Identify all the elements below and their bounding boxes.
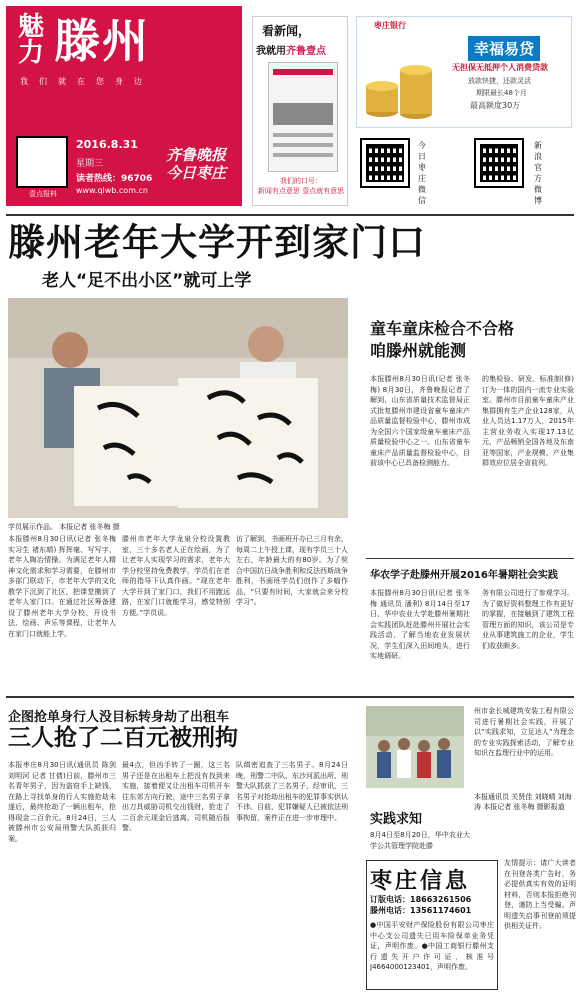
ad-loan-title: 幸福易贷	[468, 36, 540, 61]
ad-news-brand: 齐鲁壹点	[286, 46, 326, 57]
lead-column-3: 访了解到，书画班开办已三月有余，每周二上午授上课，现有学员三十人左右，年龄最大的有80岁。为了契合中国抗日战争胜利和反法西斯战争胜利，书画班学员们创作了多幅作品，“只要有时间，大家就会来分校学习”。	[236, 535, 348, 606]
wechat-qr-label: 今日枣庄微信	[418, 141, 426, 205]
ad-loan-line2: 放款快捷，还款灵活	[468, 77, 531, 85]
calligraphy-photo-icon	[8, 298, 348, 518]
ad-loan-line3: 期限最长48个月	[476, 89, 527, 97]
lead-photo	[8, 298, 348, 518]
friendly-reminder: 友情提示：请广大读者在刊登各类广告时，务必提供真实有效的证明材料，否则本报拒绝刊登，谨防上当受骗。声明遗失启事刊登前须提供相关证件。	[504, 859, 576, 930]
masthead-logo-small: 魅力	[18, 12, 45, 68]
classified-phone-2: 滕州电话：13561174601	[370, 906, 472, 915]
classified-body: ●中国平安财产保险股份有限公司枣庄中心支公司遗失已用车险保单业务凭证，声明作废。●中国工商银行滕州支行遗失开户许可证，核准号J4664000123401，声明作废。	[370, 921, 494, 971]
classified-title: 枣庄信息	[370, 869, 471, 894]
ad-news-line2	[256, 42, 326, 57]
reader-hotline: 读者热线：96706	[76, 174, 153, 184]
issue-weekday: 星期三	[76, 159, 104, 169]
ad-loan-bank: 枣庄银行	[374, 21, 406, 30]
ad-news-line1: 看新闻，	[262, 24, 311, 38]
group-photo-icon	[366, 706, 464, 788]
masthead-slogan: 我们就在您身边	[20, 77, 153, 86]
weibo-qr-code[interactable]	[476, 140, 522, 186]
ad-news-footer-1: 我们的口号：	[280, 177, 322, 185]
phone-screenshot	[268, 62, 338, 172]
robbery-kicker: 企图抢单身行人没目标转身劫了出租车	[8, 710, 230, 725]
lead-subheadline: 老人“足不出小区”就可上学	[42, 271, 252, 291]
weibo-qr-label: 新浪官方微博	[534, 141, 542, 205]
practice-sidebar-text: 州市金长城建筑安装工程有限公司进行暑期社会实践，开展了以“实践求知，立足达人”为理念的专业实践探索活动，了解专业知识在监理行业中的运用。	[474, 707, 574, 757]
ad-loan-line1: 无担保无抵押个人消费贷款	[452, 63, 548, 72]
masthead-logo-big: 滕州	[54, 14, 150, 68]
practice-sidebar-dateline: 8月4日至8月20日，华中农业大学公共管理学院赴滕	[370, 831, 470, 850]
lead-column-1: 本报滕州8月30日讯(记者 张冬梅 实习生 褚东晴) 挥挥毫、写写字，老年人陶冶情操。为满足老年人精神文化需求和学习需要，在滕州市多部门联动下，市老年大学的文化教学下沉到了社区，把课堂搬到了老年人家门口。在通过社区筹备建设了滕州老年大学分校，开设书法、绘画、声乐等课程，让老年人在家门口就能上学。	[8, 535, 116, 638]
wechat-qr-code[interactable]	[362, 140, 408, 186]
ad-news-footer-2: 新闻有点意思 壹点就有意思	[257, 187, 345, 195]
practice-story-column-2: 务有限公司进行了参观学习。为了做好资料整理工作有更好的掌握，在接触到了建筑工程管理方面的知识，该公司是专业从事建筑施工的企业，学生们收获颇多。	[482, 589, 574, 650]
website-link[interactable]: www.qlwb.com.cn	[76, 186, 148, 195]
lower-divider	[6, 696, 574, 698]
robbery-column-1: 本报枣庄8月30日讯(通讯员 陈剑 刘明河 记者 甘倩)日前，滕州市三名青年男子，因为盗窃手上缺钱，在路上寻找单身的行人实施抢劫未遂后，最终抢劫了一辆出租车，抢得现金二百余元。8月24日，三人被滕州市公安局刑警大队抓获归案。	[8, 761, 116, 843]
bed-story-column-2: 的集检验、研发、标准制(修)订为一体的国内一流专业实验室。滕州市目前童车童床产业集群拥有生产企业128家，从业人员达1.17万人，2015年主营业务收入实现17.13亿元，产品畅销全国各地及东南亚等国家，产业规模、产业集群效应位居全省前列。	[482, 375, 574, 467]
masthead-qr-code[interactable]	[18, 138, 66, 186]
issue-date: 2016.8.31	[76, 138, 138, 151]
robbery-column-2: 最4点，但凶手转了一圈，这三名男子还是在出租车上把没有找到来实施，接着便又让出租车司机开车往东郊方向行驶，途中三名男子拿出刀具威胁司机交出钱财，抢走了二百余元现金后逃离。司机随后报警。	[122, 761, 230, 832]
practice-story-headline: 华农学子赴滕州开展2016年暑期社会实践	[370, 570, 558, 581]
masthead-qr-label: 壹点报料	[29, 190, 57, 198]
lead-column-2: 滕州市老年大学龙泉分校设置教室，三十多名老人正在绘画，为了让老年人实现学习的需求，老年大学分校坚持免费教学，学员们在老师的指导下认真作画。“现在老年大学开到了家门口，我们不用跑远路，在家门口就能学习，感觉特别方便。”学员说。	[122, 535, 230, 617]
bed-story-headline: 童车童床检合不合格 咱滕州就能测	[370, 319, 515, 360]
section-divider	[366, 558, 574, 559]
bed-story-column-1: 本报滕州8月30日讯(记者 张冬梅) 8月30日，齐鲁晚报记者了解到，山东省质量技术监督局正式批复滕州市建设省童车童床产品质量监督检验中心，滕州市成为全国六个国家级童车童床产品质量检验中心之一。山东省童车童床产品质量监督检验中心，目前该中心已具备检测能力。	[370, 375, 470, 467]
practice-sidebar-headline: 实践求知	[370, 812, 423, 827]
masthead	[6, 6, 242, 206]
lead-headline: 滕州老年大学开到家门口	[8, 221, 426, 264]
robbery-column-3: 队缜密追查了三名男子。8月24日晚，刑警二中队、东沙河派出所、刑警大队抓获了三名男子，经审讯，三名男子对抢劫出租车的犯罪事实供认不讳。目前，犯罪嫌疑人已被依法刑事拘留，案件正在进一步审理中。	[236, 761, 348, 822]
practice-sidebar-byline: 本报通讯员 关贤佳 刘晓晴 刘海涛 本报记者 张冬梅 摄影报道	[474, 793, 572, 811]
ad-news-footer	[256, 176, 346, 196]
robbery-headline: 三人抢了二百元被刑拘	[8, 725, 238, 751]
coins-icon	[362, 40, 440, 120]
paper-name: 齐鲁晚报 今日枣庄	[166, 146, 227, 182]
classified-phone-1: 订版电话：18663261506	[370, 895, 472, 904]
lead-photo-caption: 学员展示作品。 本报记者 张冬梅 摄	[8, 523, 120, 531]
header-divider	[6, 214, 574, 216]
classified-phones	[370, 894, 471, 916]
practice-story-column-1: 本报滕州8月30日讯(记者 张冬梅 通讯员 潘利) 8月14日至17日，华中农业大学赴滕州暑期社会实践团队赶赴滕州开展社会实践活动，了解当地农业发展状况，学生们深入田间地头，进行实地调研。	[370, 589, 470, 660]
practice-photo	[366, 706, 464, 788]
ad-loan-line4: 最高额度30万	[470, 101, 521, 110]
ad-news-prefix: 我就用	[256, 46, 286, 57]
